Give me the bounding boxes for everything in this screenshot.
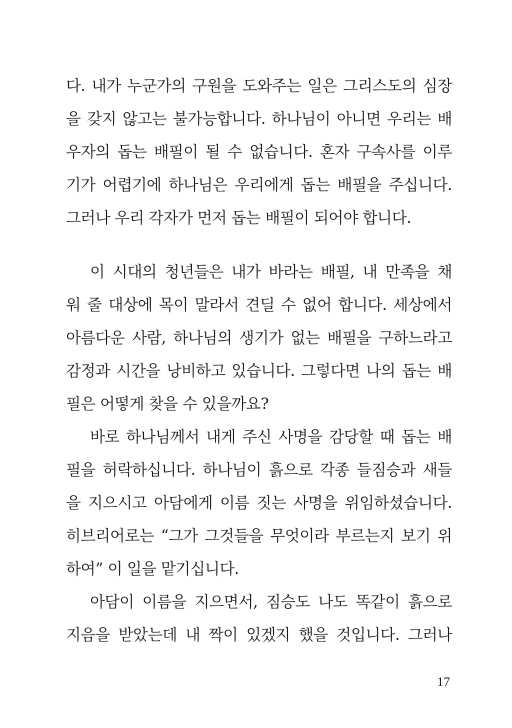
text-line: 기가 어렵기에 하나님은 우리에게 돕는 배필을 주십니다. (66, 176, 452, 194)
text-line: 을 지으시고 아담에게 이름 짓는 사명을 위임하셨습니다. (66, 494, 452, 512)
text-line: 우자의 돕는 배필이 될 수 없습니다. 혼자 구속사를 이루 (66, 143, 452, 161)
text-line: 이 시대의 청년들은 내가 바라는 배필, 내 만족을 채 (90, 263, 452, 281)
text-line: 감정과 시간을 낭비하고 있습니다. 그렇다면 나의 돕는 배 (66, 362, 452, 380)
text-line: 그러나 우리 각자가 먼저 돕는 배필이 되어야 합니다. (66, 209, 412, 227)
text-line: 필을 허락하십니다. 하나님이 흙으로 각종 들짐승과 새들 (66, 461, 452, 479)
text-line: 워 줄 대상에 목이 말라서 견딜 수 없어 합니다. 세상에서 (66, 296, 452, 314)
text-line: 히브리어로는 “그가 그것들을 무엇이라 부르는지 보기 위 (66, 527, 452, 545)
text-line: 하여” 이 일을 맡기십니다. (66, 560, 239, 578)
text-line: 다. 내가 누군가의 구원을 도와주는 일은 그리스도의 심장 (66, 77, 452, 95)
text-line: 지음을 받았는데 내 짝이 있겠지 했을 것입니다. 그러나 (66, 626, 452, 644)
text-line: 아담이 이름을 지으면서, 짐승도 나도 똑같이 흙으로 (90, 593, 452, 611)
page-number: 17 (437, 674, 450, 689)
text-line: 아름다운 사람, 하나님의 생기가 없는 배필을 구하느라고 (66, 329, 452, 347)
text-line: 필은 어떻게 찾을 수 있을까요? (66, 395, 269, 413)
text-line: 바로 하나님께서 내게 주신 사명을 감당할 때 돕는 배 (90, 428, 452, 446)
text-line: 을 갖지 않고는 불가능합니다. 하나님이 아니면 우리는 배 (66, 110, 452, 128)
